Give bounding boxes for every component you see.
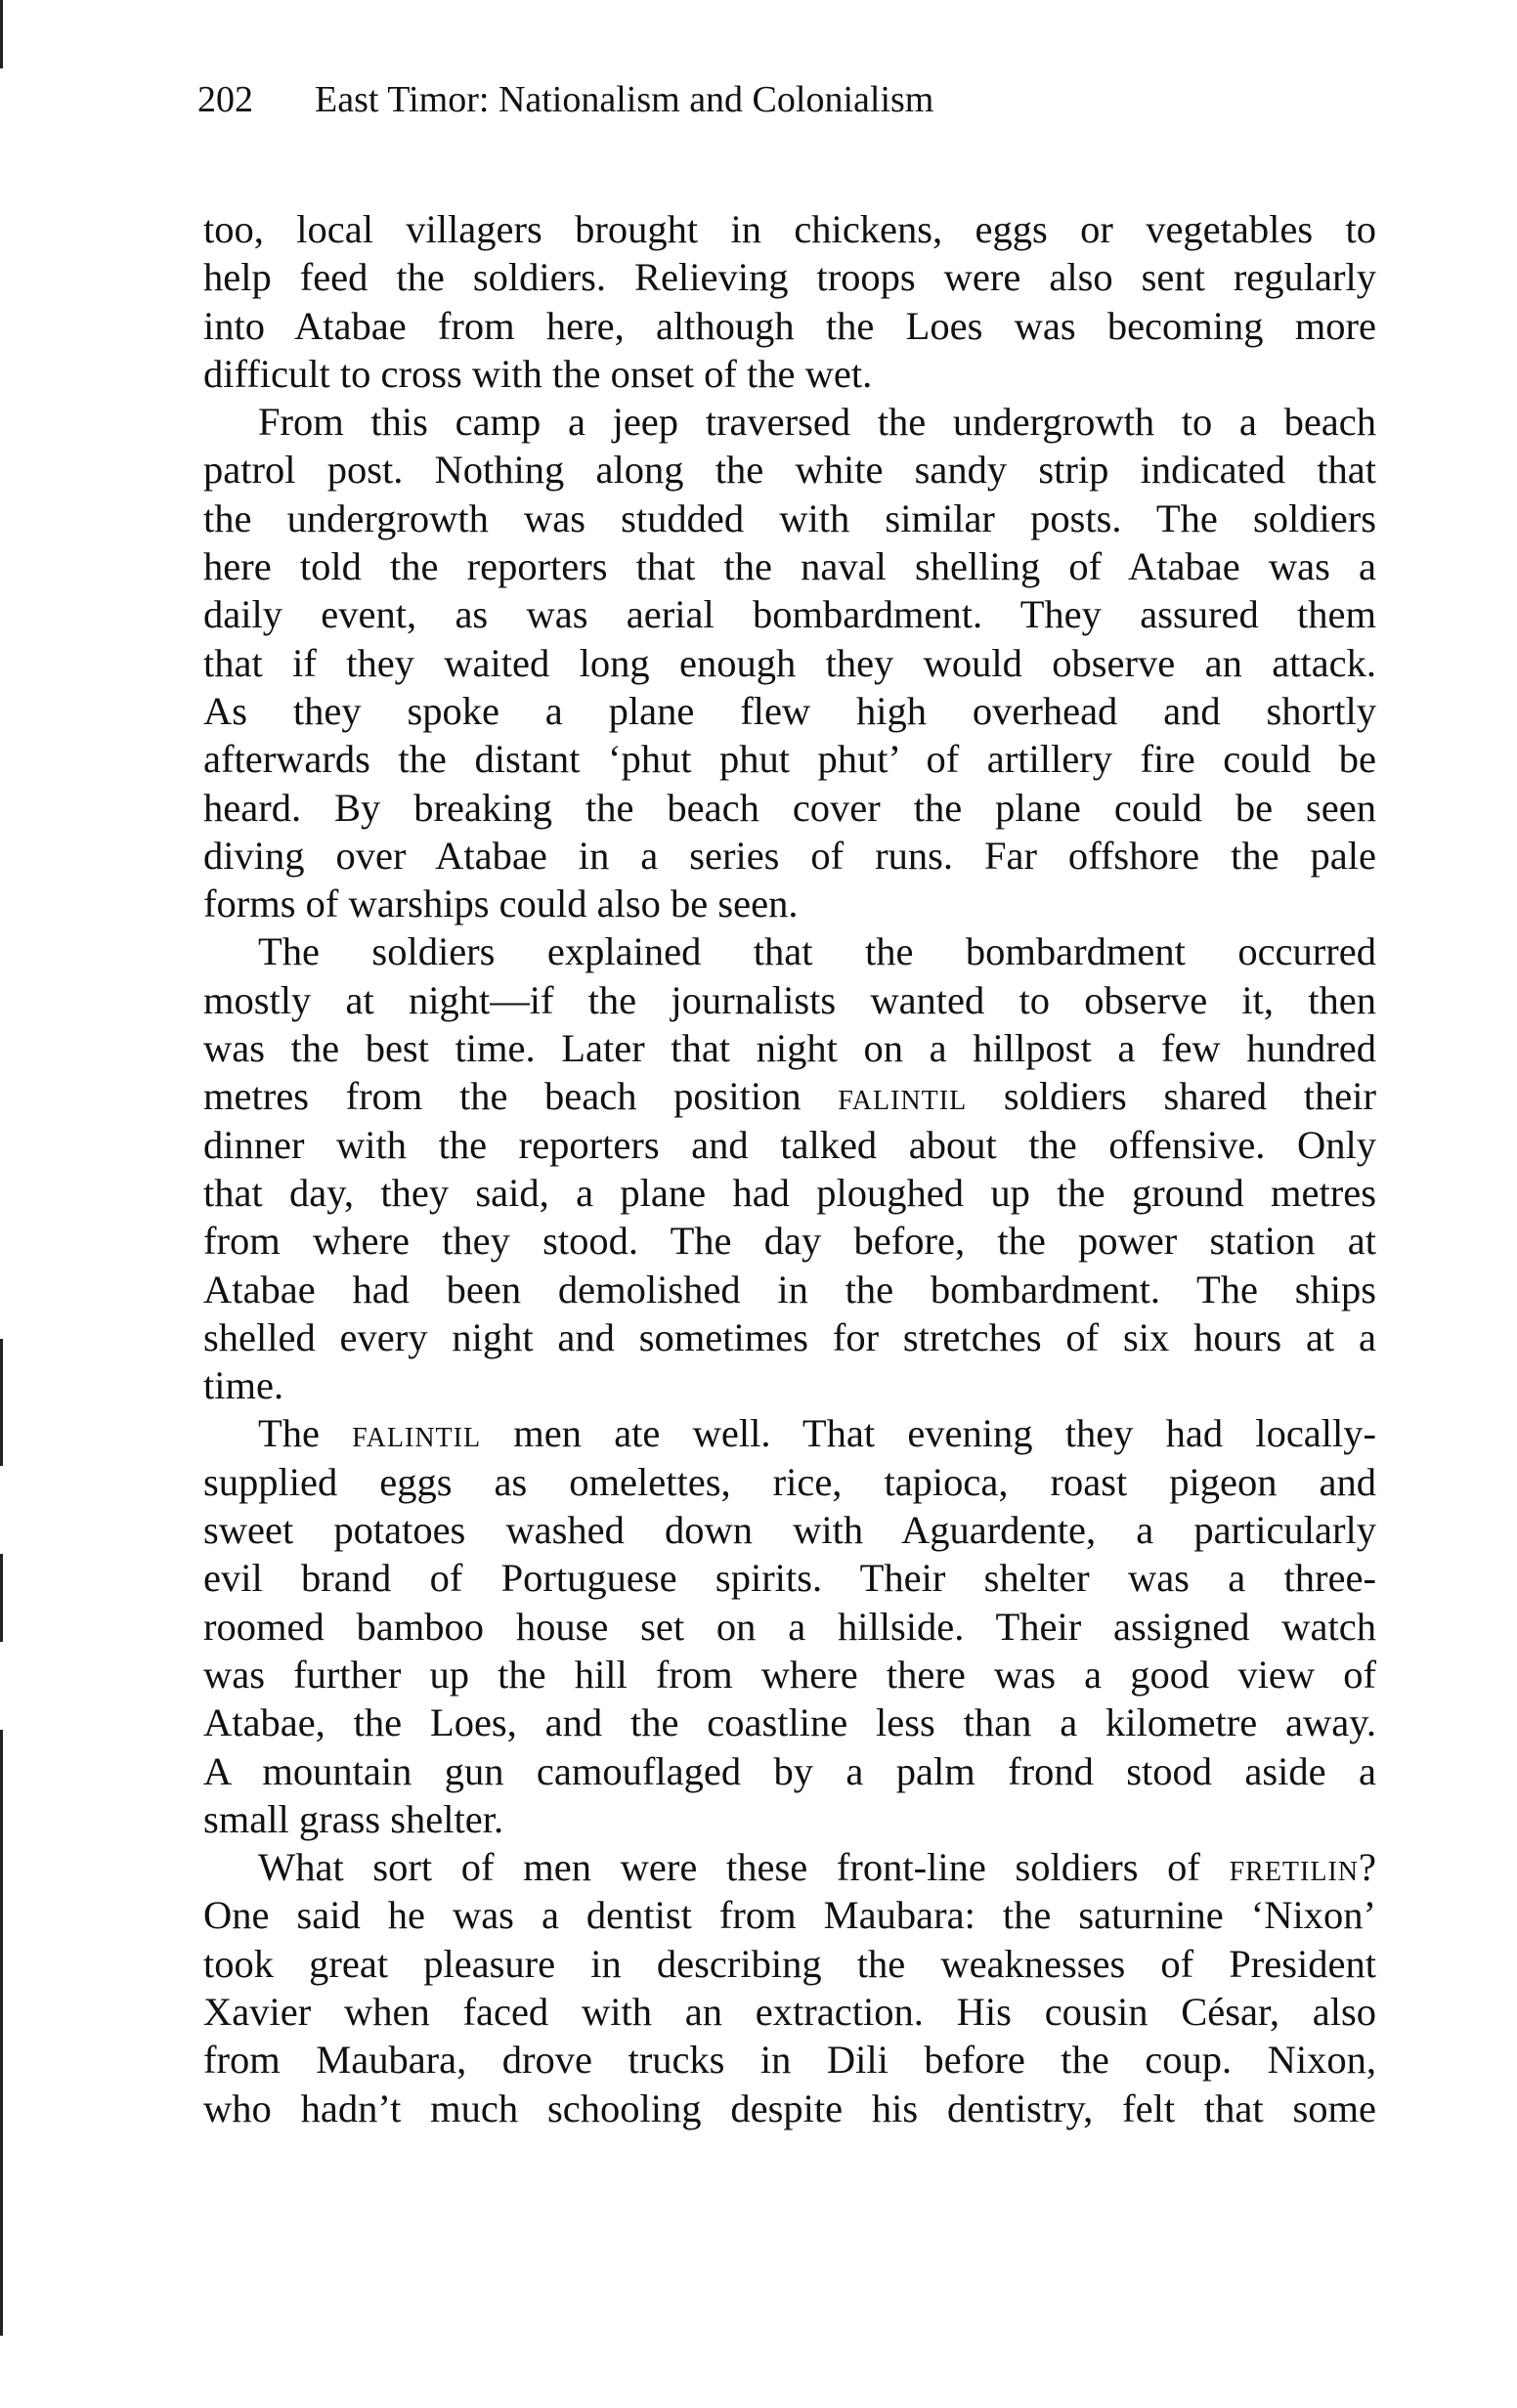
text-line: the undergrowth was studded with similar posts. The soldiers [203, 495, 1376, 540]
text-line: afterwards the distant ‘phut phut phut’ of artillery fire could be [203, 737, 1376, 782]
text-line: patrol post. Nothing along the white sandy strip indicated that [203, 448, 1376, 493]
acronym-fretilin: fretilin [1229, 1845, 1360, 1890]
line-segment: men ate well. That evening they had locally- [481, 1411, 1377, 1456]
scan-edge-mark [0, 1554, 3, 1642]
text-line: heard. By breaking the beach cover the plane could be seen [203, 785, 1376, 830]
text-line: Atabae, the Loes, and the coastline less than a kilometre away. [203, 1700, 1376, 1745]
text-line: mostly at night—if the journalists wanted to observe it, then [203, 977, 1376, 1022]
text-line: From this camp a jeep traversed the undergrowth to a beach [258, 400, 1376, 445]
text-line: sweet potatoes washed down with Aguardente, a particularly [203, 1508, 1376, 1553]
text-line: from Maubara, drove trucks in Dili before the coup. Nixon, [203, 2038, 1376, 2083]
body-text [203, 205, 1376, 2132]
scan-edge-mark [0, 1730, 3, 2336]
text-line: As they spoke a plane flew high overhead and shortly [203, 688, 1376, 733]
line-segment: soldiers shared their [967, 1074, 1376, 1119]
text-line: small grass shelter. [203, 1796, 504, 1841]
line-segment: metres from the beach position [203, 1074, 839, 1119]
text-line: Atabae had been demolished in the bombardment. The ships [203, 1267, 1376, 1312]
text-line [203, 1072, 1376, 1120]
text-line: shelled every night and sometimes for stretches of six hours at a [203, 1314, 1376, 1359]
acronym-falintil: falintil [352, 1411, 482, 1456]
text-line: into Atabae from here, although the Loes was becoming more [203, 303, 1376, 348]
line-segment: What sort of men were these front-line soldiers of [258, 1845, 1230, 1890]
text-line: difficult to cross with the onset of the wet. [203, 351, 873, 396]
text-line: was further up the hill from where there was a good view of [203, 1652, 1376, 1697]
text-line: help feed the soldiers. Relieving troops were also sent regularly [203, 255, 1376, 300]
line-segment: ? [1359, 1845, 1376, 1890]
text-line: daily event, as was aerial bombardment. They assured them [203, 592, 1376, 637]
line-segment: The [258, 1411, 353, 1456]
scan-edge-mark [0, 1339, 3, 1466]
text-line: One said he was a dentist from Maubara: the saturnine ‘Nixon’ [203, 1893, 1376, 1938]
text-line: who hadn’t much schooling despite his dentistry, felt that some [203, 2086, 1376, 2130]
text-line [203, 1843, 1376, 1891]
text-line: took great pleasure in describing the weaknesses of President [203, 1941, 1376, 1986]
text-line: that if they waited long enough they would observe an attack. [203, 640, 1376, 685]
acronym-falintil: falintil [838, 1074, 968, 1119]
text-line: dinner with the reporters and talked about the offensive. Only [203, 1122, 1376, 1167]
text-line: from where they stood. The day before, the power station at [203, 1219, 1376, 1264]
text-line [203, 1409, 1376, 1457]
text-line: too, local villagers brought in chickens, eggs or vegetables to [203, 207, 1376, 251]
text-line: time. [203, 1363, 284, 1408]
page-number: 202 [197, 79, 253, 120]
text-line: here told the reporters that the naval shelling of Atabae was a [203, 544, 1376, 589]
text-line: forms of warships could also be seen. [203, 882, 799, 926]
text-line: Xavier when faced with an extraction. His cousin César, also [203, 1989, 1376, 2034]
scan-edge-mark [0, 0, 3, 68]
text-line: evil brand of Portuguese spirits. Their shelter was a three- [203, 1556, 1376, 1601]
text-line: A mountain gun camouflaged by a palm frond stood aside a [203, 1748, 1376, 1793]
text-line: was the best time. Later that night on a hillpost a few hundred [203, 1026, 1376, 1071]
text-line: supplied eggs as omelettes, rice, tapioca, roast pigeon and [203, 1459, 1376, 1504]
running-header [197, 76, 933, 123]
text-line: The soldiers explained that the bombardment occurred [258, 929, 1376, 974]
text-line: diving over Atabae in a series of runs. Far offshore the pale [203, 833, 1376, 878]
running-title: East Timor: Nationalism and Colonialism [315, 79, 934, 120]
text-line: that day, they said, a plane had ploughed up the ground metres [203, 1170, 1376, 1215]
text-line: roomed bamboo house set on a hillside. Their assigned watch [203, 1604, 1376, 1649]
